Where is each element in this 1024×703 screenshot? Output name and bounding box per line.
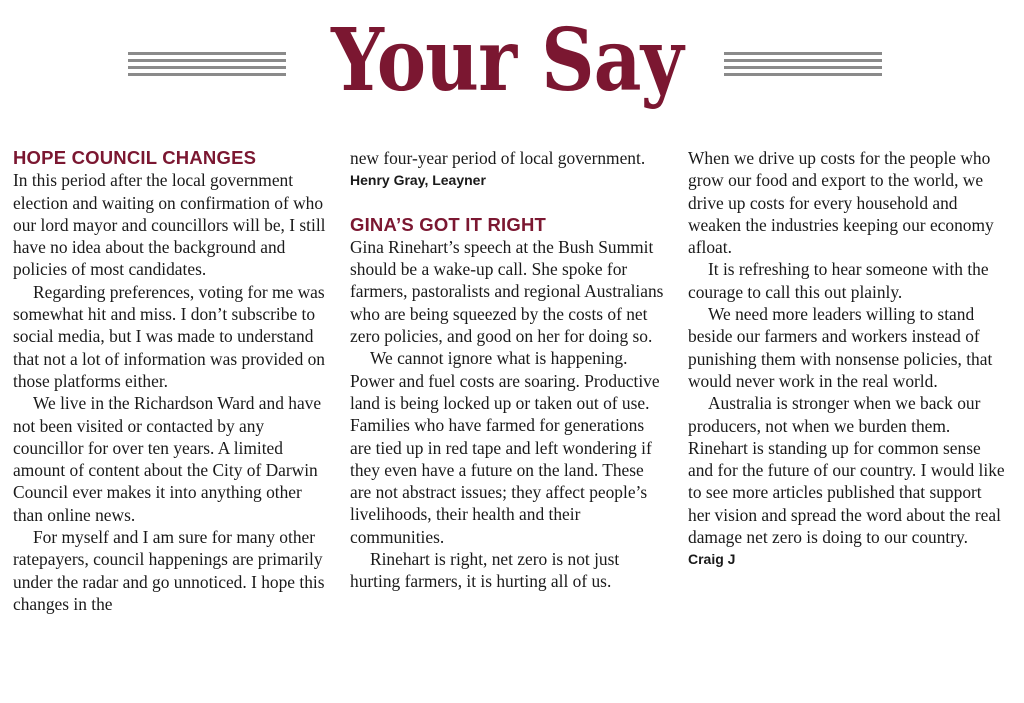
letter-paragraph: Australia is stronger when we back our producers, not when we burden them. Rinehart is standing up for common sense and for the future of our country. I would like to see more articles published that support her vision and spread the word about the real damage net zero is doing to our country. xyxy=(688,393,1005,548)
letter-signature: Henry Gray, Leayner xyxy=(350,172,486,189)
letter-headline: HOPE COUNCIL CHANGES xyxy=(13,147,257,168)
column-3 xyxy=(688,147,1006,571)
letter-paragraph: Rinehart is right, net zero is not just hurting farmers, it is hurting all of us. xyxy=(350,549,620,592)
letter-paragraph-continued: new four-year period of local government. xyxy=(350,148,646,168)
letter-headline: GINA’S GOT IT RIGHT xyxy=(350,213,546,235)
letter-paragraph: Gina Rinehart’s speech at the Bush Summit should be a wake-up call. She spoke for farmers, pastoralists and regional Australians who are being squeezed by the costs of net zero policies, and good on her for doing so. xyxy=(350,236,664,347)
letter-paragraph: It is refreshing to hear someone with the courage to call this out plainly. xyxy=(688,259,989,302)
letter-paragraph: When we drive up costs for the people who grow our food and export to the world, we drive up costs for every household and weaken the industries keeping our economy afloat. xyxy=(688,148,994,258)
letter-paragraph: We live in the Richardson Ward and have not been visited or contacted by any councillor for over ten years. A limited amount of content about the City of Darwin Council ever makes it into anything other than online news. xyxy=(13,393,322,525)
letter-paragraph: We cannot ignore what is happening. Power and fuel costs are soaring. Productive land is being locked up or taken out of use. Families who have farmed for generations are tied up in red tape and left wondering if they even have a future on the land. These are not abstract issues; they affect people’s livelihoods, their health and their communities. xyxy=(350,348,660,547)
decorative-rules-left xyxy=(128,52,286,78)
letter-signature: Craig J xyxy=(688,551,736,568)
column-1 xyxy=(13,147,331,615)
section-title: Your Say xyxy=(331,10,683,111)
letter-paragraph: For myself and I am sure for many other ratepayers, council happenings are primarily under the radar and go unnoticed. I hope this changes in the xyxy=(13,527,325,614)
letter-paragraph: We need more leaders willing to stand beside our farmers and workers instead of punishing them with nonsense policies, that would never work in the real world. xyxy=(688,304,993,391)
letter-paragraph: In this period after the local government election and waiting on confirmation of who our lord mayor and councillors will be, I still have no idea about the background and policies of most candidates. xyxy=(13,170,326,280)
column-2 xyxy=(350,147,668,593)
decorative-rules-right xyxy=(724,52,882,78)
masthead xyxy=(0,0,1024,130)
letter-paragraph: Regarding preferences, voting for me was somewhat hit and miss. I don’t subscribe to social media, but I was made to understand that not a lot of information was provided on those platforms either. xyxy=(13,281,326,391)
